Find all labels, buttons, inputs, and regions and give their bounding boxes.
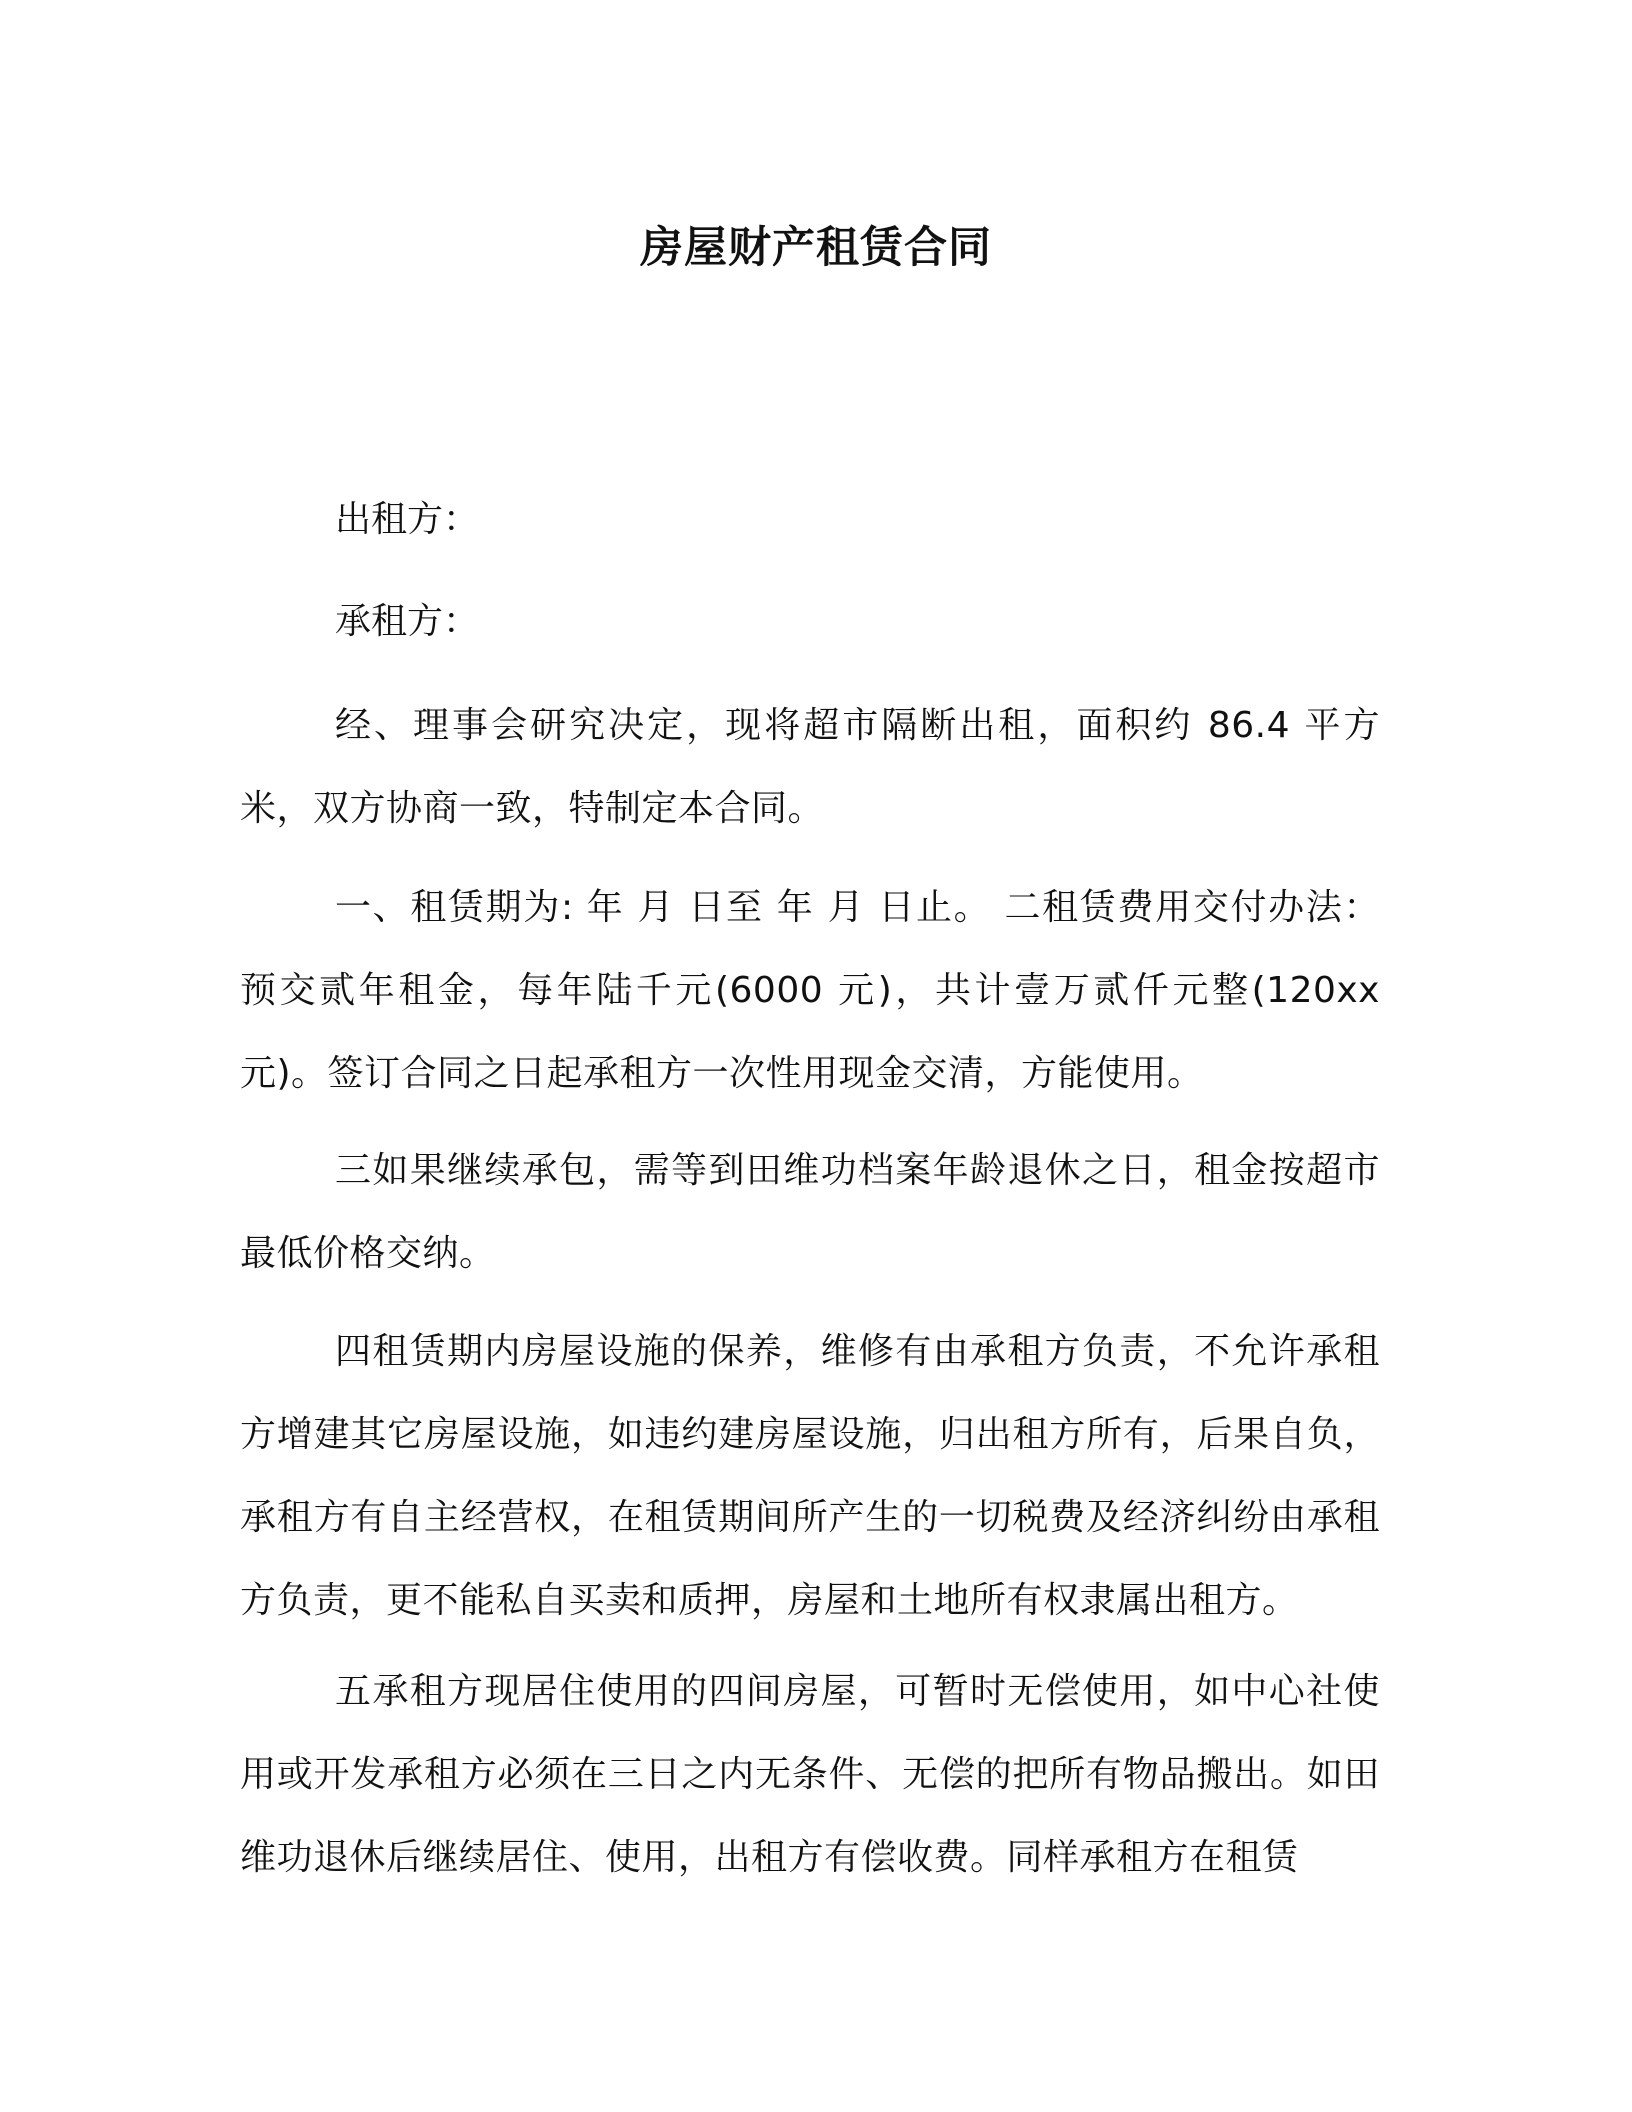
document-title: 房屋财产租赁合同 [640, 223, 992, 273]
paragraph-maintenance: 四租赁期内房屋设施的保养，维修有由承租方负责，不允许承租方增建其它房屋设施，如违约建房屋设施，归出租方所有，后果自负，承租方有自主经营权，在租赁期间所产生的一切税费及经济纠纷由承租方负责，更不能私自买卖和质押，房屋和土地所有权隶属出租方。 [240, 1331, 1380, 1621]
lessor-label: 出租方： [335, 499, 480, 540]
paragraph-renewal: 三如果继续承包，需等到田维功档案年龄退休之日，租金按超市最低价格交纳。 [240, 1150, 1380, 1274]
paragraph-intro: 经、理事会研究决定，现将超市隔断出租，面积约 86.4 平方米，双方协商一致，特制定本合同。 [240, 705, 1380, 829]
paragraph-term-and-payment: 一、租赁期为: 年 月 日至 年 月 日止。 二租赁费用交付办法：预交贰年租金，每年陆千元(6000 元)，共计壹万贰仟元整(120xx 元)。签订合同之日起承租方一次性用现金交清，方能使用。 [240, 887, 1380, 1094]
lessee-label: 承租方： [335, 601, 480, 642]
paragraph-housing: 五承租方现居住使用的四间房屋，可暂时无偿使用，如中心社使用或开发承租方必须在三日之内无条件、无偿的把所有物品搬出。如田维功退休后继续居住、使用，出租方有偿收费。同样承租方在租赁 [240, 1671, 1380, 1878]
